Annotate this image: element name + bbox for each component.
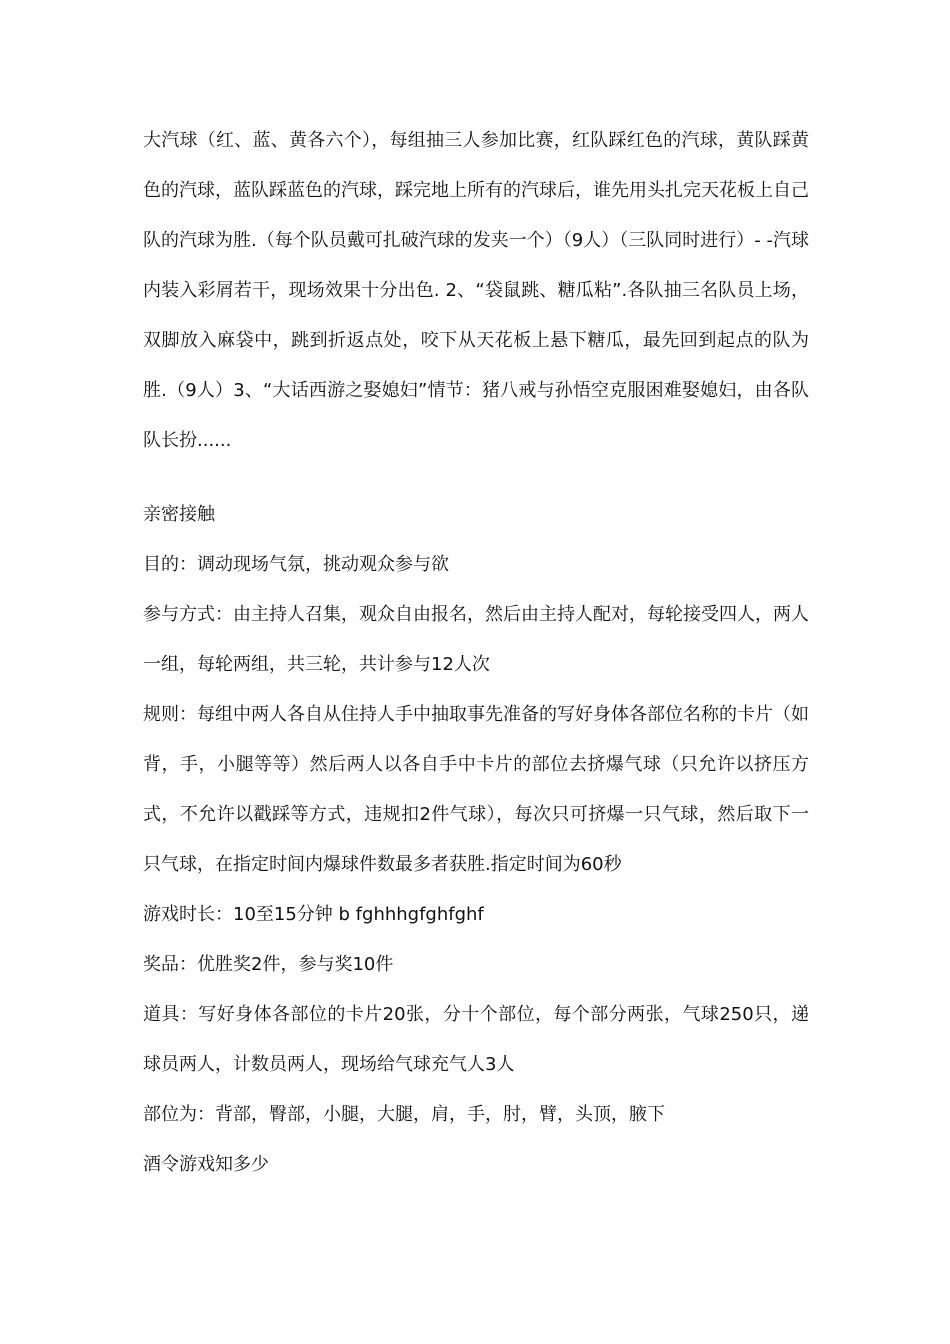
purpose-line: 目的：调动现场气氛，挑动观众参与欲: [143, 554, 449, 575]
section-title: 亲密接触: [143, 504, 215, 525]
duration-line: 游戏时长：10至15分钟 b fghhhgfghfghf: [143, 904, 484, 925]
game-section: [143, 490, 809, 1190]
next-section-title: 酒令游戏知多少: [143, 1154, 269, 1175]
rules-paragraph: 规则：每组中两人各自从住持人手中抽取事先准备的写好身体各部位名称的卡片（如背，手，小腿等等）然后两人以各自手中卡片的部位去挤爆气球（只允许以挤压方式，不允许以戳踩等方式，违规扣2件气球），每次只可挤爆一只气球，然后取下一只气球，在指定时间内爆球件数最多者获胜.指定时间为60秒: [143, 704, 809, 875]
intro-paragraph: 大汽球（红、蓝、黄各六个），每组抽三人参加比赛，红队踩红色的汽球，黄队踩黄色的汽球，蓝队踩蓝色的汽球，踩完地上所有的汽球后，谁先用头扎完天花板上自己队的汽球为胜.（每个队员戴可扎破汽球的发夹一个）（9人）（三队同时进行）- -汽球内装入彩屑若干，现场效果十分出色. 2、“袋鼠跳、糖瓜粘”.各队抽三名队员上场，双脚放入麻袋中，跳到折返点处，咬下从天花板上悬下糖瓜，最先回到起点的队为胜.（9人）3、“大话西游之娶媳妇”情节：猪八戒与孙悟空克服困难娶媳妇，由各队队长扮......: [143, 130, 809, 451]
props-paragraph: 道具：写好身体各部位的卡片20张，分十个部位，每个部分两张，气球250只，递球员两人，计数员两人，现场给气球充气人3人: [143, 1004, 809, 1075]
participation-paragraph: 参与方式：由主持人召集，观众自由报名，然后由主持人配对，每轮接受四人，两人一组，每轮两组，共三轮，共计参与12人次: [143, 604, 809, 675]
body-parts-line: 部位为：背部，臀部，小腿，大腿，肩，手，肘，臂，头顶，腋下: [143, 1104, 665, 1125]
prizes-line: 奖品：优胜奖2件，参与奖10件: [143, 954, 394, 975]
